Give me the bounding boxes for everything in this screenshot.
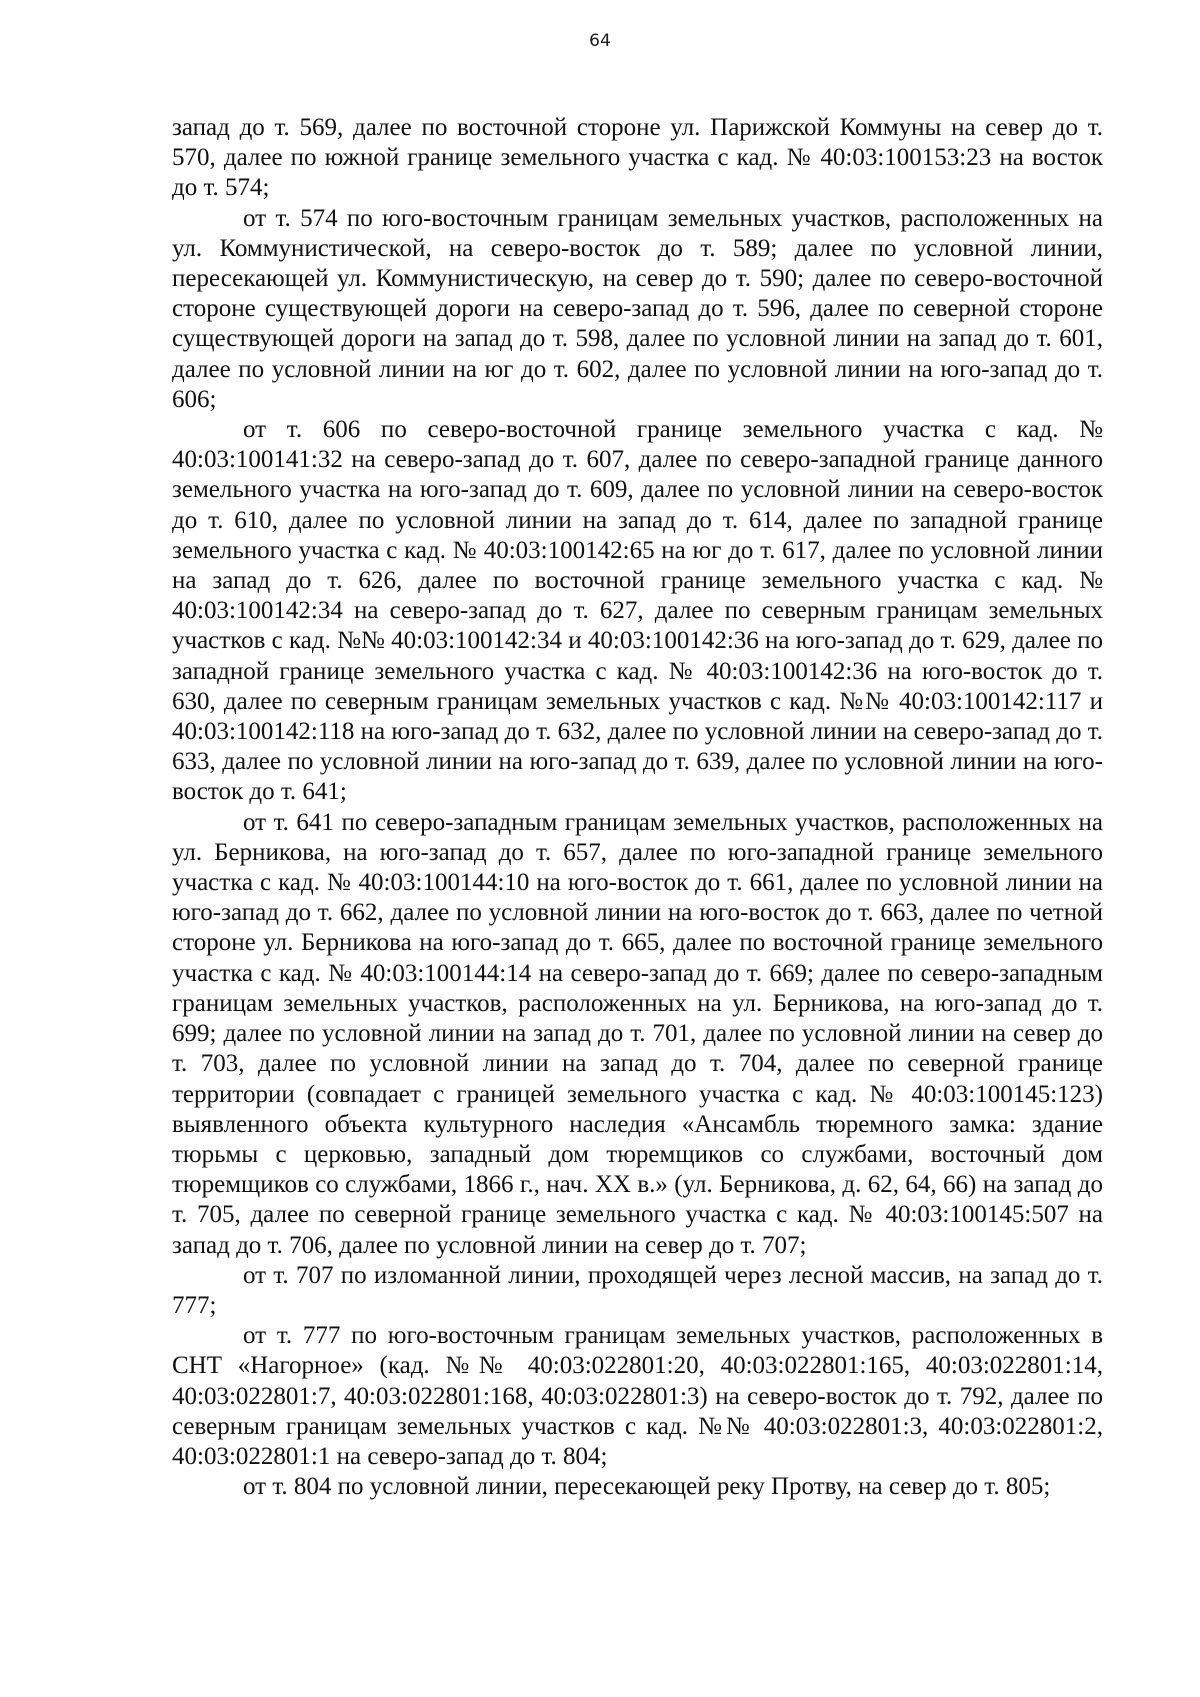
paragraph: от т. 707 по изломанной линии, проходящей через лесной массив, на запад до т. 777; xyxy=(172,1261,1103,1319)
document-body xyxy=(172,113,1103,1502)
paragraph: от т. 641 по северо-западным границам земельных участков, расположенных на ул. Берникова, на юго-запад до т. 657, далее по юго-западной границе земельного участка с кад. № 40:03:100144:10 на юго-восток до т. 661, далее по условной линии на юго-запад до т. 662, далее по условной линии на юго-восток до т. 663, далее по четной стороне ул. Берникова на юго-запад до т. 665, далее по восточной границе земельного участка с кад. № 40:03:100144:14 на северо-запад до т. 669; далее по северо-западным границам земельных участков, расположенных на ул. Берникова, на юго-запад до т. 699; далее по условной линии на запад до т. 701, далее по условной линии на север до т. 703, далее по условной линии на запад до т. 704, далее по северной границе территории (совпадает с границей земельного участка с кад. № 40:03:100145:123) выявленного объекта культурного наследия «Ансамбль тюремного замка: здание тюрьмы с церковью, западный дом тюремщиков со службами, восточный дом тюремщиков со службами, 1866 г., нач. XX в.» (ул. Берникова, д. 62, 64, 66) на запад до т. 705, далее по северной границе земельного участка с кад. № 40:03:100145:507 на запад до т. 706, далее по условной линии на север до т. 707; xyxy=(172,808,1103,1259)
paragraph: от т. 804 по условной линии, пересекающей реку Протву, на север до т. 805; xyxy=(243,1473,1051,1501)
paragraph: запад до т. 569, далее по восточной стороне ул. Парижской Коммуны на север до т. 570, далее по южной границе земельного участка с кад. № 40:03:100153:23 на восток до т. 574; xyxy=(172,114,1103,202)
paragraph: от т. 777 по юго-восточным границам земельных участков, расположенных в СНТ «Нагорное» (кад. №№ 40:03:022801:20, 40:03:022801:165, 40:03:022801:14, 40:03:022801:7, 40:03:022801:168, 40:03:022801:3) на северо-восток до т. 792, далее по северным границам земельных участков с кад. №№ 40:03:022801:3, 40:03:022801:2, 40:03:022801:1 на северо-запад до т. 804; xyxy=(172,1322,1103,1470)
page-number: 64 xyxy=(589,31,611,51)
paragraph: от т. 606 по северо-восточной границе земельного участка с кад. № 40:03:100141:32 на северо-запад до т. 607, далее по северо-западной границе данного земельного участка на юго-запад до т. 609, далее по условной линии на северо-восток до т. 610, далее по условной линии на запад до т. 614, далее по западной границе земельного участка с кад. № 40:03:100142:65 на юг до т. 617, далее по условной линии на запад до т. 626, далее по восточной границе земельного участка с кад. № 40:03:100142:34 на северо-запад до т. 627, далее по северным границам земельных участков с кад. №№ 40:03:100142:34 и 40:03:100142:36 на юго-запад до т. 629, далее по западной границе земельного участка с кад. № 40:03:100142:36 на юго-восток до т. 630, далее по северным границам земельных участков с кад. №№ 40:03:100142:117 и 40:03:100142:118 на юго-запад до т. 632, далее по условной линии на северо-запад до т. 633, далее по условной линии на юго-запад до т. 639, далее по условной линии на юго-восток до т. 641; xyxy=(172,416,1103,806)
paragraph: от т. 574 по юго-восточным границам земельных участков, расположенных на ул. Коммунистической, на северо-восток до т. 589; далее по условной линии, пересекающей ул. Коммунистическую, на север до т. 590; далее по северо-восточной стороне существующей дороги на северо-запад до т. 596, далее по северной стороне существующей дороги на запад до т. 598, далее по условной линии на запад до т. 601, далее по условной линии на юг до т. 602, далее по условной линии на юго-запад до т. 606; xyxy=(172,204,1103,413)
